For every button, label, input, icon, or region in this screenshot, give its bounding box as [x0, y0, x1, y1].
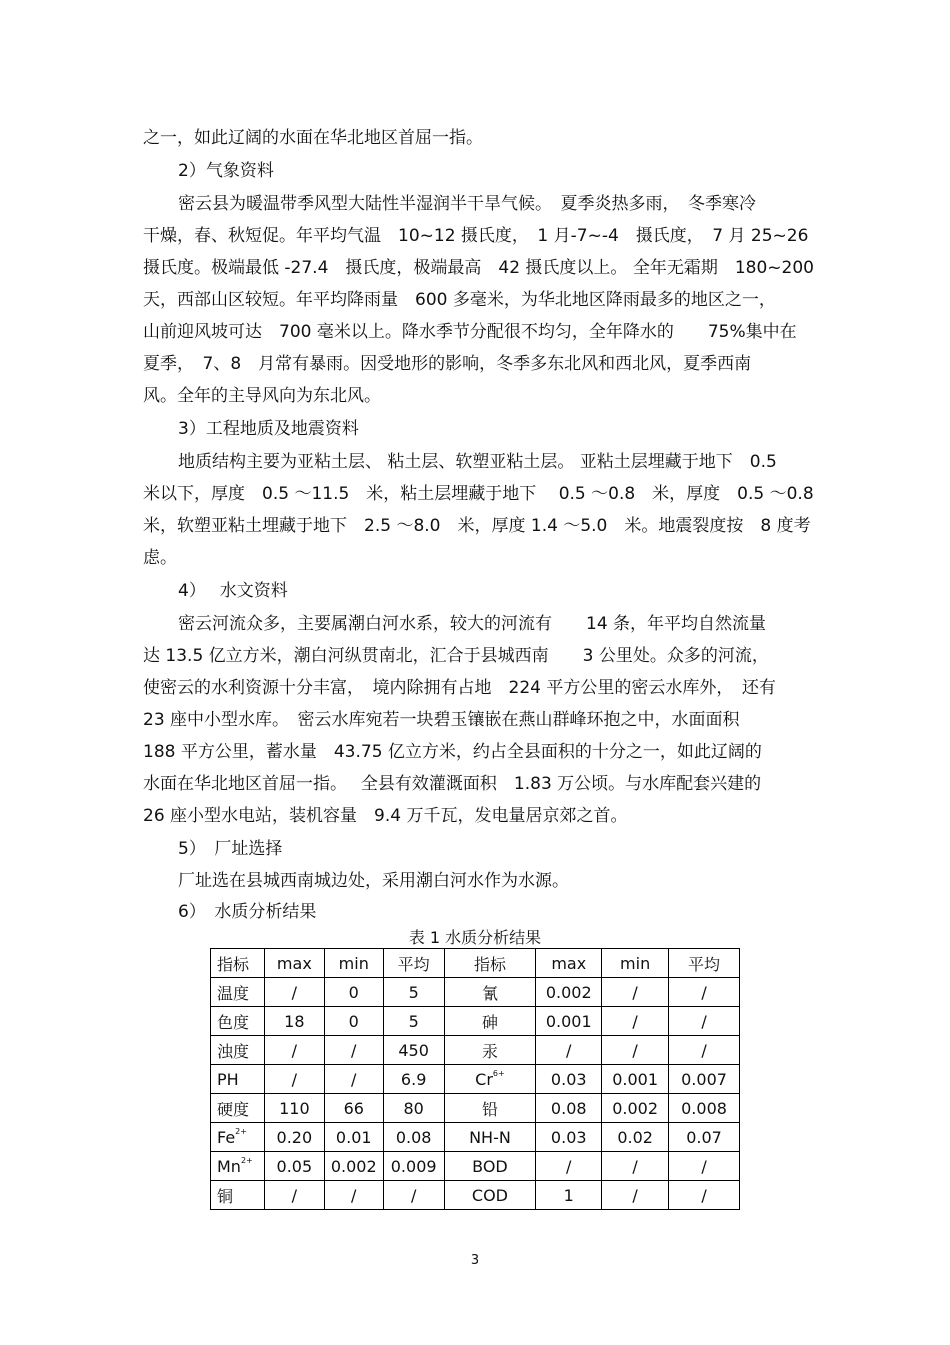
value-cell: 5 — [383, 1007, 444, 1036]
paragraph-line: 地质结构主要为亚粘土层、 粘土层、软塑亚粘土层。 亚粘土层埋藏于地下 0.5 — [178, 452, 777, 472]
table-row — [211, 1065, 740, 1094]
value-cell: 0.002 — [324, 1152, 383, 1181]
value-cell: / — [264, 1065, 324, 1094]
paragraph-line: 使密云的水利资源十分丰富， 境内除拥有占地 224 平方公里的密云水库外， 还有 — [143, 678, 776, 698]
value-cell: / — [669, 1036, 740, 1065]
paragraph-line: 23 座中小型水库。 密云水库宛若一块碧玉镶嵌在燕山群峰环抱之中，水面面积 — [143, 710, 740, 730]
value-cell: 0.07 — [669, 1123, 740, 1152]
indicator-cell — [211, 1036, 265, 1065]
paragraph-line: 密云县为暖温带季风型大陆性半湿润半干旱气候。 夏季炎热多雨， 冬季寒冷 — [178, 194, 756, 214]
indicator-name: 砷 — [481, 1012, 498, 1032]
header-cell: 平均 — [669, 949, 740, 978]
paragraph-line: 之一，如此辽阔的水面在华北地区首屈一指。 — [143, 128, 483, 148]
paragraph-line: 虑。 — [143, 548, 177, 568]
indicator-cell — [444, 1152, 536, 1181]
paragraph-line: 密云河流众多，主要属潮白河水系，较大的河流有 14 条，年平均自然流量 — [178, 614, 767, 634]
indicator-name: 铅 — [481, 1099, 498, 1119]
value-cell: / — [602, 1007, 669, 1036]
indicator-cell — [444, 1123, 536, 1152]
value-cell: 450 — [383, 1036, 444, 1065]
indicator-cell — [211, 1094, 265, 1123]
value-cell: / — [536, 1036, 602, 1065]
value-cell: 0.002 — [602, 1094, 669, 1123]
indicator-cell — [211, 1152, 265, 1181]
header-cell: max — [536, 949, 602, 978]
value-cell: / — [602, 1152, 669, 1181]
value-cell: / — [669, 1181, 740, 1210]
section-heading-weather: 2）气象资料 — [178, 161, 274, 181]
indicator-cell — [444, 1094, 536, 1123]
value-cell: / — [324, 1181, 383, 1210]
value-cell: / — [264, 978, 324, 1007]
indicator-name: 浊度 — [217, 1041, 250, 1061]
indicator-cell — [211, 1123, 265, 1152]
paragraph-line: 26 座小型水电站，装机容量 9.4 万千瓦，发电量居京郊之首。 — [143, 806, 628, 826]
paragraph-line: 厂址选在县城西南城边处，采用潮白河水作为水源。 — [178, 871, 569, 891]
value-cell: 0.03 — [536, 1123, 602, 1152]
indicator-cell — [211, 1065, 265, 1094]
value-cell: 0.05 — [264, 1152, 324, 1181]
value-cell: 0.01 — [324, 1123, 383, 1152]
indicator-name: 色度 — [217, 1012, 250, 1032]
value-cell: / — [669, 1007, 740, 1036]
indicator-cell — [211, 1007, 265, 1036]
value-cell: / — [602, 1036, 669, 1065]
value-cell: / — [536, 1152, 602, 1181]
paragraph-line: 摄氏度。极端最低 -27.4 摄氏度，极端最高 42 摄氏度以上。 全年无霜期 180~200 — [143, 258, 814, 278]
paragraph-line: 天，西部山区较短。年平均降雨量 600 多毫米，为华北地区降雨最多的地区之一， — [143, 290, 776, 310]
value-cell: / — [669, 978, 740, 1007]
value-cell: 0 — [324, 978, 383, 1007]
paragraph-line: 米以下，厚度 0.5 ～11.5 米，粘土层埋藏于地下 0.5 ～0.8 米，厚度 0.5 ～0.8 — [143, 484, 814, 504]
indicator-cell — [444, 1065, 536, 1094]
value-cell: 5 — [383, 978, 444, 1007]
table-row — [211, 1094, 740, 1123]
indicator-name: 氰 — [481, 983, 498, 1003]
indicator-cell — [444, 978, 536, 1007]
value-cell: / — [383, 1181, 444, 1210]
table-header-row — [211, 949, 740, 978]
indicator-superscript: 2+ — [235, 1127, 247, 1136]
value-cell: / — [669, 1152, 740, 1181]
indicator-superscript: 2+ — [240, 1156, 253, 1165]
value-cell: 0.03 — [536, 1065, 602, 1094]
value-cell: / — [264, 1036, 324, 1065]
value-cell: 0.02 — [602, 1123, 669, 1152]
indicator-cell — [211, 1181, 265, 1210]
header-cell: min — [602, 949, 669, 978]
value-cell: 0.001 — [536, 1007, 602, 1036]
indicator-name: BOD — [472, 1156, 508, 1176]
table-body — [211, 978, 740, 1210]
section-heading-site: 5） 厂址选择 — [178, 839, 283, 859]
value-cell: 80 — [383, 1094, 444, 1123]
table-row — [211, 978, 740, 1007]
indicator-name: Mn — [217, 1157, 241, 1176]
value-cell: 110 — [264, 1094, 324, 1123]
value-cell: 1 — [536, 1181, 602, 1210]
indicator-name: 温度 — [217, 983, 250, 1003]
indicator-name: 铜 — [217, 1186, 234, 1206]
indicator-cell — [444, 1007, 536, 1036]
section-heading-water-quality: 6） 水质分析结果 — [178, 902, 317, 922]
paragraph-line: 风。全年的主导风向为东北风。 — [143, 386, 381, 406]
header-cell: 指标 — [211, 949, 265, 978]
section-heading-hydrology: 4） 水文资料 — [178, 581, 288, 601]
water-quality-table — [210, 948, 740, 1210]
indicator-name: NH-N — [469, 1127, 511, 1147]
indicator-name: 汞 — [481, 1041, 498, 1061]
header-cell: 指标 — [444, 949, 536, 978]
value-cell: 6.9 — [383, 1065, 444, 1094]
paragraph-line: 山前迎风坡可达 700 毫米以上。降水季节分配很不均匀，全年降水的 75%集中在 — [143, 322, 797, 342]
table-row — [211, 1181, 740, 1210]
indicator-cell — [211, 978, 265, 1007]
header-cell: min — [324, 949, 383, 978]
indicator-cell — [444, 1036, 536, 1065]
paragraph-line: 水面在华北地区首屈一指。 全县有效灌溉面积 1.83 万公顷。与水库配套兴建的 — [143, 774, 762, 794]
value-cell: 0 — [324, 1007, 383, 1036]
value-cell: / — [324, 1036, 383, 1065]
paragraph-line: 达 13.5 亿立方米，潮白河纵贯南北，汇合于县城西南 3 公里处。众多的河流， — [143, 646, 769, 666]
header-cell: max — [264, 949, 324, 978]
header-cell: 平均 — [383, 949, 444, 978]
value-cell: 18 — [264, 1007, 324, 1036]
table-row — [211, 1036, 740, 1065]
value-cell: 0.08 — [383, 1123, 444, 1152]
page-number: 3 — [470, 1253, 480, 1268]
value-cell: / — [324, 1065, 383, 1094]
indicator-cell — [444, 1181, 536, 1210]
value-cell: 0.001 — [602, 1065, 669, 1094]
value-cell: 66 — [324, 1094, 383, 1123]
table-caption: 表 1 水质分析结果 — [408, 928, 542, 947]
indicator-name: Cr — [475, 1070, 493, 1089]
value-cell: / — [602, 978, 669, 1007]
value-cell: 0.002 — [536, 978, 602, 1007]
indicator-name: COD — [471, 1185, 508, 1205]
indicator-superscript: 6+ — [492, 1069, 505, 1078]
indicator-name: Fe — [217, 1128, 236, 1147]
value-cell: 0.20 — [264, 1123, 324, 1152]
value-cell: 0.008 — [669, 1094, 740, 1123]
value-cell: 0.08 — [536, 1094, 602, 1123]
value-cell: / — [602, 1181, 669, 1210]
paragraph-line: 夏季， 7、8 月常有暴雨。因受地形的影响，冬季多东北风和西北风，夏季西南 — [143, 354, 752, 374]
table-row — [211, 1123, 740, 1152]
paragraph-line: 188 平方公里，蓄水量 43.75 亿立方米，约占全县面积的十分之一，如此辽阔的 — [143, 742, 762, 762]
section-heading-geology: 3）工程地质及地震资料 — [178, 419, 359, 439]
value-cell: / — [264, 1181, 324, 1210]
value-cell: 0.007 — [669, 1065, 740, 1094]
indicator-name: PH — [217, 1069, 239, 1089]
table-row — [211, 1007, 740, 1036]
paragraph-line: 干燥，春、秋短促。年平均气温 10~12 摄氏度， 1 月-7~-4 摄氏度， 7 月 25~26 — [143, 226, 809, 246]
paragraph-line: 米，软塑亚粘土埋藏于地下 2.5 ～8.0 米，厚度 1.4 ～5.0 米。地震裂度按 8 度考 — [143, 516, 811, 536]
value-cell: 0.009 — [383, 1152, 444, 1181]
table-row — [211, 1152, 740, 1181]
indicator-name: 硬度 — [217, 1099, 250, 1119]
